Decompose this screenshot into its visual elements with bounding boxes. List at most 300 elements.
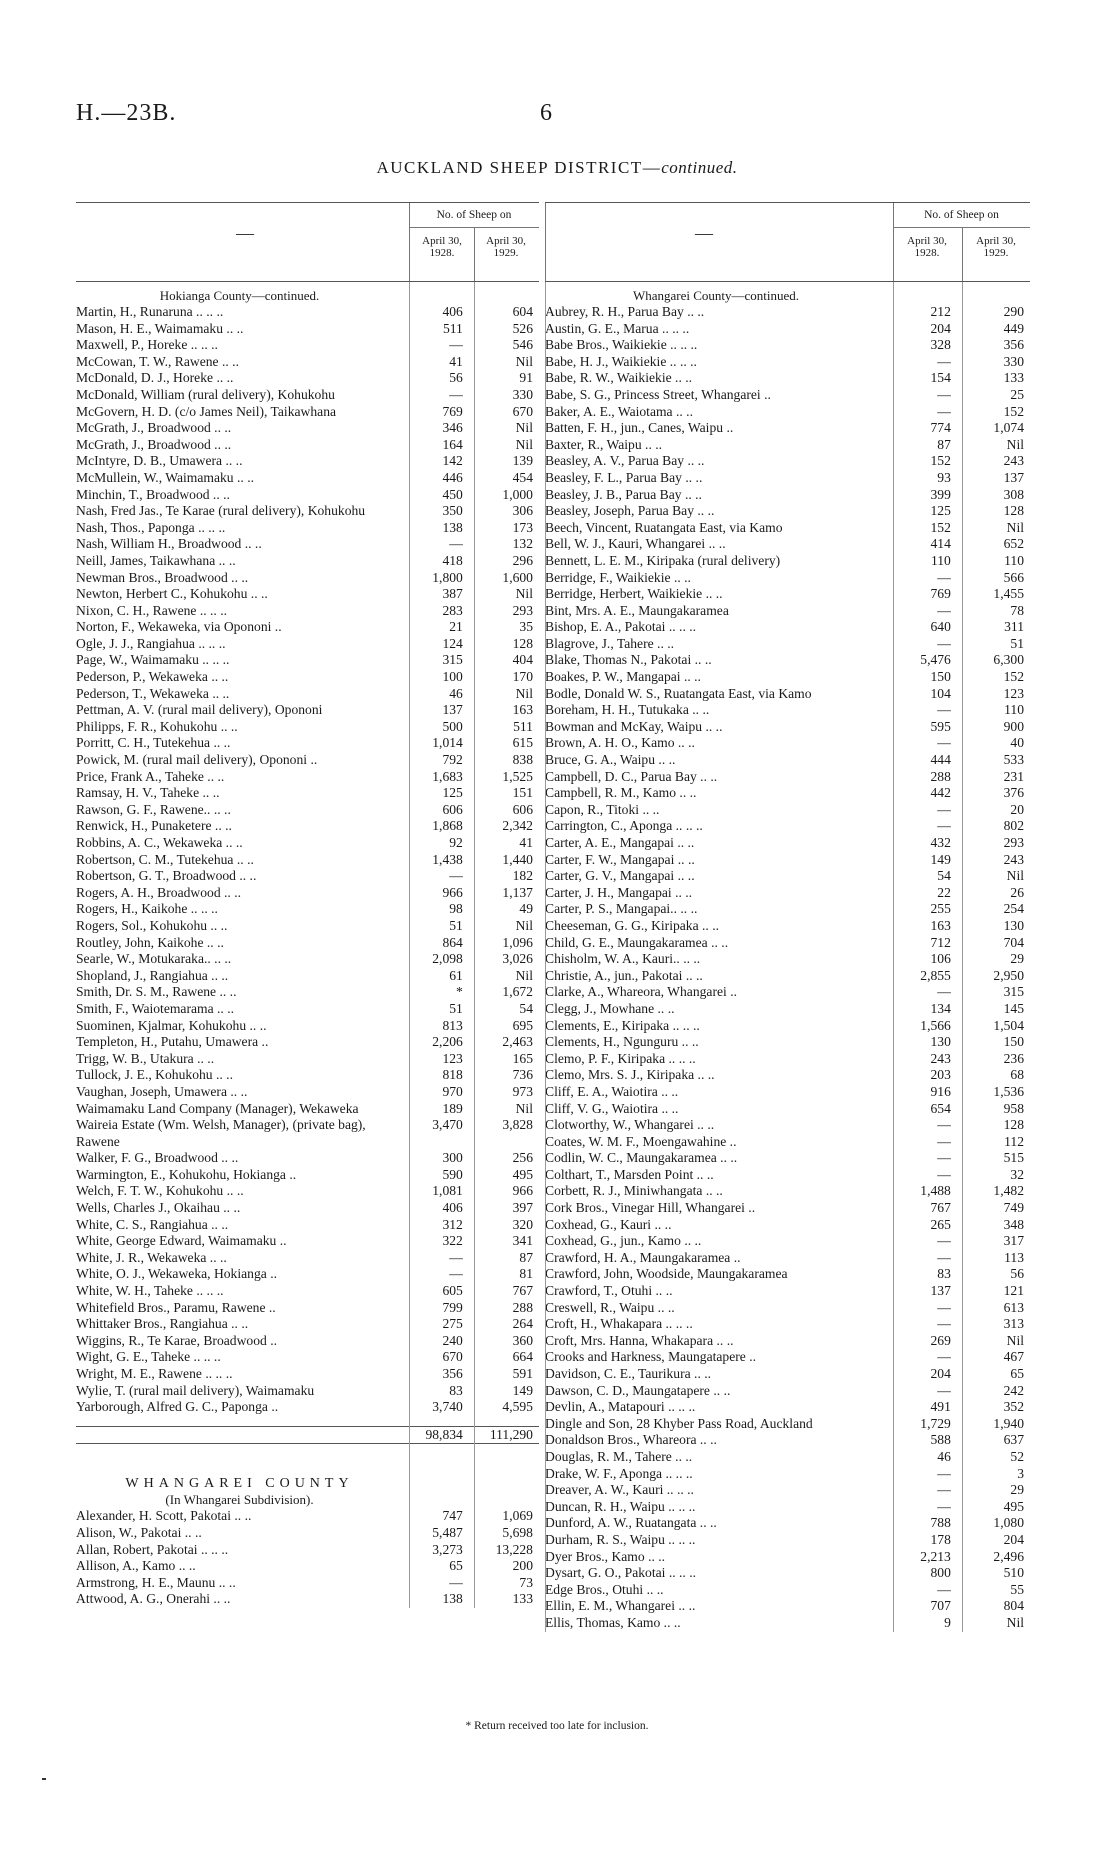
name-column-header: — bbox=[236, 223, 254, 243]
table-row bbox=[545, 370, 1030, 387]
table-row bbox=[545, 420, 1030, 437]
sheep-count-1929: 510 bbox=[1003, 1565, 1024, 1581]
table-row bbox=[545, 769, 1030, 786]
table-row bbox=[545, 1549, 1030, 1566]
sheep-count-1928: 712 bbox=[930, 934, 951, 950]
owner-name: Whittaker Bros., Rangiahua .. .. bbox=[76, 1316, 249, 1332]
table-row bbox=[76, 769, 539, 786]
sheep-count-1929: 546 bbox=[512, 337, 533, 353]
sheep-count-1929: 313 bbox=[1003, 1316, 1024, 1332]
owner-name: Corbett, R. J., Miniwhangata .. .. bbox=[545, 1183, 723, 1199]
sheep-count-1929: 49 bbox=[519, 901, 533, 917]
owner-name: Clements, H., Ngunguru .. .. bbox=[545, 1034, 699, 1050]
col-1929-header: April 30, 1929. bbox=[486, 235, 526, 259]
sheep-count-1928: — bbox=[449, 1574, 463, 1590]
left-table-header bbox=[76, 202, 539, 282]
section-heading: Whangarei County—continued. bbox=[632, 288, 800, 303]
table-row bbox=[545, 1167, 1030, 1184]
table-row bbox=[76, 536, 539, 553]
sheep-count-1928: — bbox=[937, 801, 951, 817]
sheep-count-1928: 799 bbox=[442, 1299, 463, 1315]
sheep-count-1928: 414 bbox=[930, 536, 951, 552]
table-row bbox=[76, 885, 539, 902]
total-row bbox=[76, 1426, 539, 1445]
table-row bbox=[545, 1515, 1030, 1532]
sheep-count-1929: 348 bbox=[1003, 1216, 1024, 1232]
owner-name: Blake, Thomas N., Pakotai .. .. bbox=[545, 652, 712, 668]
table-row bbox=[545, 1150, 1030, 1167]
sheep-count-group-header: No. of Sheep on bbox=[409, 209, 539, 228]
spacer bbox=[76, 1456, 539, 1470]
table-row bbox=[76, 1508, 539, 1525]
table-row bbox=[545, 1383, 1030, 1400]
sheep-count-1929: 87 bbox=[519, 1249, 533, 1265]
owner-name: Renwick, H., Punaketere .. .. bbox=[76, 818, 232, 834]
sheep-count-1928: 154 bbox=[930, 370, 951, 386]
table-row bbox=[545, 1582, 1030, 1599]
owner-name: Clemo, Mrs. S. J., Kiripaka .. .. bbox=[545, 1067, 715, 1083]
table-row bbox=[545, 885, 1030, 902]
table-row bbox=[545, 404, 1030, 421]
sheep-count-1929: 3,026 bbox=[502, 951, 533, 967]
sheep-count-1928: — bbox=[449, 386, 463, 402]
sheep-count-1928: 769 bbox=[930, 586, 951, 602]
sheep-count-1929: 615 bbox=[512, 735, 533, 751]
table-row bbox=[545, 968, 1030, 985]
sheep-count-1928: 51 bbox=[449, 1000, 463, 1016]
table-row bbox=[76, 1167, 539, 1184]
sheep-count-1928: 65 bbox=[449, 1558, 463, 1574]
table-row bbox=[545, 1117, 1030, 1134]
owner-name: McDonald, William (rural delivery), Kohukohu bbox=[76, 386, 335, 402]
owner-name: Clotworthy, W., Whangarei .. .. bbox=[545, 1117, 715, 1133]
sheep-count-1928: 399 bbox=[930, 486, 951, 502]
table-row bbox=[545, 470, 1030, 487]
sheep-count-1929: 511 bbox=[513, 718, 533, 734]
table-row bbox=[545, 1466, 1030, 1483]
owner-name: Searle, W., Motukaraka.. .. .. bbox=[76, 951, 232, 967]
sheep-count-1929: 397 bbox=[512, 1200, 533, 1216]
sheep-count-1928: 110 bbox=[930, 552, 951, 568]
sheep-count-1928: 606 bbox=[442, 801, 463, 817]
table-row bbox=[76, 437, 539, 454]
sheep-count-1928: 450 bbox=[442, 486, 463, 502]
report-code: H.—23B. bbox=[76, 100, 177, 126]
owner-name: Devlin, A., Matapouri .. .. .. bbox=[545, 1399, 696, 1415]
sheep-count-1928: 61 bbox=[449, 967, 463, 983]
owner-name: Neill, James, Taikawhana .. .. bbox=[76, 552, 236, 568]
sheep-count-1928: 41 bbox=[449, 353, 463, 369]
owner-name: Waireia Estate (Wm. Welsh, Manager), (private bag), Rawene bbox=[76, 1117, 366, 1149]
sheep-count-1928: 164 bbox=[442, 436, 463, 452]
table-row bbox=[545, 935, 1030, 952]
table-row bbox=[545, 619, 1030, 636]
sheep-count-1928: 1,488 bbox=[920, 1183, 951, 1199]
sheep-count-1928: 446 bbox=[442, 469, 463, 485]
owner-name: Porritt, C. H., Tutekehua .. .. bbox=[76, 735, 231, 751]
sheep-count-1928: 315 bbox=[442, 652, 463, 668]
owner-name: Robbins, A. C., Wekaweka .. .. bbox=[76, 835, 243, 850]
owner-name: Suominen, Kjalmar, Kohukohu .. .. bbox=[76, 1017, 267, 1033]
table-row bbox=[545, 1018, 1030, 1035]
sheep-count-1928: 288 bbox=[930, 768, 951, 784]
owner-name: Nash, Thos., Paponga .. .. .. bbox=[76, 519, 226, 535]
table-row bbox=[76, 553, 539, 570]
owner-name: Babe Bros., Waikiekie .. .. .. bbox=[545, 337, 698, 353]
sheep-count-1929: 149 bbox=[512, 1382, 533, 1398]
sheep-count-1928: 212 bbox=[930, 304, 951, 319]
sheep-count-1929: 242 bbox=[1003, 1382, 1024, 1398]
table-row bbox=[76, 321, 539, 338]
table-row bbox=[545, 1001, 1030, 1018]
sheep-count-1928: 275 bbox=[442, 1316, 463, 1332]
sheep-count-1928: 138 bbox=[442, 519, 463, 535]
sheep-count-1928: 1,014 bbox=[432, 735, 463, 751]
sheep-count-1928: — bbox=[937, 1316, 951, 1332]
sheep-count-1929: 128 bbox=[1003, 503, 1024, 519]
sheep-count-1928: 1,081 bbox=[432, 1183, 463, 1199]
table-row bbox=[545, 1084, 1030, 1101]
sheep-count-1928: — bbox=[937, 1299, 951, 1315]
owner-name: Armstrong, H. E., Maunu .. .. bbox=[76, 1574, 236, 1590]
owner-name: Dingle and Son, 28 Khyber Pass Road, Auckland bbox=[545, 1415, 813, 1431]
column-divider bbox=[962, 282, 963, 1632]
sheep-count-1928: 1,729 bbox=[920, 1415, 951, 1431]
owner-name: Duncan, R. H., Waipu .. .. .. bbox=[545, 1498, 696, 1514]
table-row bbox=[545, 669, 1030, 686]
owner-name: McDonald, D. J., Horeke .. .. bbox=[76, 370, 234, 386]
sheep-count-1928: 92 bbox=[449, 835, 463, 850]
sheep-count-1928: 149 bbox=[930, 851, 951, 867]
owner-name: Beasley, Joseph, Parua Bay .. .. bbox=[545, 503, 715, 519]
owner-name: Crawford, T., Otuhi .. .. bbox=[545, 1283, 673, 1299]
sheep-count-1929: 1,482 bbox=[993, 1183, 1024, 1199]
sheep-count-1929: 150 bbox=[1003, 1034, 1024, 1050]
table-row bbox=[545, 1532, 1030, 1549]
sheep-count-1929: 670 bbox=[512, 403, 533, 419]
owner-name: Allison, A., Kamo .. .. bbox=[76, 1558, 196, 1574]
table-row bbox=[76, 1018, 539, 1035]
owner-name: McGrath, J., Broadwood .. .. bbox=[76, 436, 232, 452]
table-row bbox=[76, 1200, 539, 1217]
sheep-count-1928: 123 bbox=[442, 1050, 463, 1066]
table-row bbox=[545, 984, 1030, 1001]
owner-name: Beech, Vincent, Ruatangata East, via Kamo bbox=[545, 519, 783, 535]
table-row bbox=[76, 487, 539, 504]
table-row bbox=[545, 868, 1030, 885]
table-row bbox=[76, 1067, 539, 1084]
owner-name: Cork Bros., Vinegar Hill, Whangarei .. bbox=[545, 1200, 756, 1216]
table-row bbox=[76, 1542, 539, 1559]
owner-name: Clarke, A., Whareora, Whangarei .. bbox=[545, 984, 737, 1000]
table-row bbox=[76, 586, 539, 603]
owner-name: Dreaver, A. W., Kauri .. .. .. bbox=[545, 1482, 694, 1498]
sheep-count-1928: — bbox=[449, 1266, 463, 1282]
table-row bbox=[545, 1316, 1030, 1333]
owner-name: Clegg, J., Mowhane .. .. bbox=[545, 1000, 675, 1016]
sheep-count-1929: 137 bbox=[1003, 469, 1024, 485]
owner-name: Carter, F. W., Mangapai .. .. bbox=[545, 851, 695, 867]
owner-name: Wright, M. E., Rawene .. .. .. bbox=[76, 1366, 233, 1381]
table-row bbox=[76, 1084, 539, 1101]
owner-name: Newton, Herbert C., Kohukohu .. .. bbox=[76, 586, 268, 602]
table-row bbox=[545, 570, 1030, 587]
sheep-count-1928: 792 bbox=[442, 752, 463, 768]
sheep-count-1929: 613 bbox=[1003, 1299, 1024, 1315]
sheep-count-1929: 308 bbox=[1003, 486, 1024, 502]
sheep-count-1929: 767 bbox=[512, 1283, 533, 1299]
table-row bbox=[545, 852, 1030, 869]
owner-name: Powick, M. (rural mail delivery), Opononi .. bbox=[76, 752, 318, 768]
sheep-count-1928: 134 bbox=[930, 1000, 951, 1016]
sheep-count-1928: 322 bbox=[442, 1233, 463, 1249]
owner-name: McIntyre, D. B., Umawera .. .. bbox=[76, 453, 243, 469]
owner-name: Mason, H. E., Waimamaku .. .. bbox=[76, 320, 244, 336]
sheep-count-1928: — bbox=[937, 1117, 951, 1133]
table-row bbox=[76, 686, 539, 703]
sheep-count-1929: 264 bbox=[512, 1316, 533, 1332]
owner-name: Bowman and McKay, Waipu .. .. bbox=[545, 718, 723, 734]
owner-name: Wells, Charles J., Okaihau .. .. bbox=[76, 1200, 241, 1216]
owner-name: Crawford, John, Woodside, Maungakaramea bbox=[545, 1266, 788, 1282]
owner-name: Berridge, Herbert, Waikiekie .. .. bbox=[545, 586, 723, 602]
owner-name: Smith, F., Waiotemarama .. .. bbox=[76, 1000, 235, 1016]
sheep-count-1929: 170 bbox=[512, 669, 533, 685]
sheep-count-1929: 637 bbox=[1003, 1432, 1024, 1448]
sheep-count-1928: 125 bbox=[442, 785, 463, 801]
owner-name: McCowan, T. W., Rawene .. .. bbox=[76, 353, 239, 369]
owner-name: Beasley, J. B., Parua Bay .. .. bbox=[545, 486, 702, 502]
sheep-count-1929: 467 bbox=[1003, 1349, 1024, 1365]
owner-name: Douglas, R. M., Tahere .. .. bbox=[545, 1448, 693, 1464]
owner-name: Carter, A. E., Mangapai .. .. bbox=[545, 835, 695, 850]
page-number: 6 bbox=[540, 100, 552, 126]
sheep-count-1929: 151 bbox=[512, 785, 533, 801]
sheep-count-1929: 1,000 bbox=[502, 486, 533, 502]
owner-name: Carter, J. H., Mangapai .. .. bbox=[545, 884, 693, 900]
sheep-count-1928: 130 bbox=[930, 1034, 951, 1050]
sheep-count-1929: 376 bbox=[1003, 785, 1024, 801]
table-row bbox=[76, 354, 539, 371]
sheep-count-1929: 111,290 bbox=[489, 1426, 533, 1442]
table-row bbox=[545, 387, 1030, 404]
owner-name: Nash, Fred Jas., Te Karae (rural delivery), Kohukohu bbox=[76, 503, 366, 519]
sheep-count-1928: 1,683 bbox=[432, 768, 463, 784]
table-row bbox=[545, 951, 1030, 968]
sheep-count-1929: 293 bbox=[1003, 835, 1024, 850]
sheep-count-1929: 804 bbox=[1003, 1598, 1024, 1614]
sheep-count-1929: 4,595 bbox=[502, 1399, 533, 1415]
sheep-count-1929: 495 bbox=[512, 1166, 533, 1182]
table-row bbox=[545, 785, 1030, 802]
sheep-count-1929: 110 bbox=[1004, 702, 1024, 718]
table-row bbox=[76, 968, 539, 985]
owner-name: White, George Edward, Waimamaku .. bbox=[76, 1233, 287, 1249]
table-row bbox=[545, 1134, 1030, 1151]
column-divider bbox=[474, 227, 475, 281]
table-row bbox=[76, 503, 539, 520]
owner-name: Shopland, J., Rangiahua .. .. bbox=[76, 967, 229, 983]
table-row bbox=[545, 1233, 1030, 1250]
owner-name: Bruce, G. A., Waipu .. .. bbox=[545, 752, 676, 768]
sheep-count-1928: — bbox=[937, 1166, 951, 1182]
table-row bbox=[76, 918, 539, 935]
owner-name: Warmington, E., Kohukohu, Hokianga .. bbox=[76, 1166, 297, 1182]
owner-name: Coxhead, G., Kauri .. .. bbox=[545, 1216, 672, 1232]
sheep-count-1929: 73 bbox=[519, 1574, 533, 1590]
sheep-count-1928: — bbox=[449, 1249, 463, 1265]
owner-name: Edge Bros., Otuhi .. .. bbox=[545, 1581, 664, 1597]
sheep-count-1928: — bbox=[937, 403, 951, 419]
sheep-count-1929: 1,672 bbox=[502, 984, 533, 1000]
sheep-count-1928: 387 bbox=[442, 586, 463, 602]
sheep-count-1929: 231 bbox=[1003, 768, 1024, 784]
table-row bbox=[76, 802, 539, 819]
sheep-count-1929: 152 bbox=[1003, 403, 1024, 419]
owner-name: Newman Bros., Broadwood .. .. bbox=[76, 569, 249, 585]
sheep-count-1928: 240 bbox=[442, 1332, 463, 1348]
sheep-count-1928: 137 bbox=[442, 702, 463, 718]
sheep-count-1929: Nil bbox=[515, 420, 533, 436]
sheep-count-1928: 3,470 bbox=[432, 1117, 463, 1133]
sheep-count-1929: 25 bbox=[1010, 386, 1024, 402]
sheep-count-1929: 958 bbox=[1003, 1100, 1024, 1116]
sheep-count-1928: — bbox=[937, 1581, 951, 1597]
sheep-count-1928: 3,273 bbox=[432, 1541, 463, 1557]
owner-name: Chisholm, W. A., Kauri.. .. .. bbox=[545, 951, 701, 967]
sheep-count-1928: 137 bbox=[930, 1283, 951, 1299]
owner-name: Beasley, A. V., Parua Bay .. .. bbox=[545, 453, 705, 469]
sheep-count-1928: — bbox=[937, 702, 951, 718]
owner-name: Ellin, E. M., Whangarei .. .. bbox=[545, 1598, 696, 1614]
sheep-count-1929: 41 bbox=[519, 835, 533, 850]
sheep-count-1928: — bbox=[937, 1349, 951, 1365]
owner-name: Capon, R., Titoki .. .. bbox=[545, 801, 660, 817]
sheep-count-1928: 813 bbox=[442, 1017, 463, 1033]
sheep-count-1929: 40 bbox=[1010, 735, 1024, 751]
sheep-count-1928: 100 bbox=[442, 669, 463, 685]
sheep-count-1928: 1,868 bbox=[432, 818, 463, 834]
column-divider bbox=[474, 282, 475, 1608]
sheep-count-1928: 788 bbox=[930, 1515, 951, 1531]
owner-name: Pettman, A. V. (rural mail delivery), Opononi bbox=[76, 702, 323, 718]
sheep-count-1928: * bbox=[456, 984, 463, 1000]
table-row bbox=[76, 835, 539, 852]
sheep-count-1929: 2,496 bbox=[993, 1548, 1024, 1564]
sheep-count-1928: 707 bbox=[930, 1598, 951, 1614]
sheep-count-1928: — bbox=[449, 337, 463, 353]
sheep-count-1928: 1,566 bbox=[920, 1017, 951, 1033]
sheep-count-1928: 9 bbox=[944, 1614, 951, 1630]
owner-name: Donaldson Bros., Whareora .. .. bbox=[545, 1432, 717, 1448]
sheep-count-1928: 511 bbox=[442, 320, 463, 336]
sheep-count-1928: 255 bbox=[930, 901, 951, 917]
owner-name: Rogers, Sol., Kohukohu .. .. bbox=[76, 917, 228, 933]
sheep-count-1928: 83 bbox=[937, 1266, 951, 1282]
sheep-count-1928: 5,487 bbox=[432, 1524, 463, 1540]
sheep-count-1928: 93 bbox=[937, 469, 951, 485]
column-divider bbox=[545, 282, 546, 1632]
owner-name: Rogers, A. H., Broadwood .. .. bbox=[76, 884, 242, 900]
sheep-count-1929: 293 bbox=[512, 602, 533, 618]
owner-name: Campbell, R. M., Kamo .. .. bbox=[545, 785, 697, 801]
owner-name: Baxter, R., Waipu .. .. bbox=[545, 436, 663, 452]
owner-name: Bint, Mrs. A. E., Maungakaramea bbox=[545, 602, 729, 618]
sheep-count-1928: 590 bbox=[442, 1166, 463, 1182]
sheep-count-1928: 150 bbox=[930, 669, 951, 685]
table-row bbox=[545, 918, 1030, 935]
sheep-count-1929: 113 bbox=[1004, 1249, 1024, 1265]
section-heading: WHANGAREI COUNTY bbox=[125, 1476, 354, 1492]
table-row bbox=[76, 1217, 539, 1234]
owner-name: Robertson, C. M., Tutekehua .. .. bbox=[76, 851, 254, 867]
sheep-count-1929: 20 bbox=[1010, 801, 1024, 817]
table-row bbox=[76, 636, 539, 653]
sheep-count-1928: — bbox=[449, 536, 463, 552]
owner-name: Codlin, W. C., Maungakaramea .. .. bbox=[545, 1150, 738, 1166]
sheep-count-1928: 491 bbox=[930, 1399, 951, 1415]
sheep-count-1929: 2,342 bbox=[502, 818, 533, 834]
table-row bbox=[545, 1183, 1030, 1200]
owner-name: Dysart, G. O., Pakotai .. .. .. bbox=[545, 1565, 697, 1581]
owner-name: Croft, H., Whakapara .. .. .. bbox=[545, 1316, 693, 1332]
owner-name: Boakes, P. W., Mangapai .. .. bbox=[545, 669, 701, 685]
owner-name: Clemo, P. F., Kiripaka .. .. .. bbox=[545, 1050, 696, 1066]
sheep-count-1928: 269 bbox=[930, 1332, 951, 1348]
owner-name: Nash, William H., Broadwood .. .. bbox=[76, 536, 262, 552]
sheep-count-1929: 243 bbox=[1003, 453, 1024, 469]
sheep-count-1928: — bbox=[449, 868, 463, 884]
table-row bbox=[545, 1615, 1030, 1632]
sheep-count-1928: 265 bbox=[930, 1216, 951, 1232]
owner-name: White, J. R., Wekaweka .. .. bbox=[76, 1249, 227, 1265]
owner-name: Alison, W., Pakotai .. .. bbox=[76, 1524, 202, 1540]
owner-name: Clements, E., Kiripaka .. .. .. bbox=[545, 1017, 700, 1033]
sheep-count-1928: — bbox=[937, 1465, 951, 1481]
right-table-body bbox=[545, 282, 1030, 1632]
sheep-count-1928: 152 bbox=[930, 519, 951, 535]
table-row bbox=[545, 818, 1030, 835]
table-row bbox=[545, 1200, 1030, 1217]
sheep-count-1928: 204 bbox=[930, 1366, 951, 1381]
table-row bbox=[76, 1300, 539, 1317]
sheep-count-1929: 449 bbox=[1003, 320, 1024, 336]
owner-name: Welch, F. T. W., Kohukohu .. .. bbox=[76, 1183, 244, 1199]
owner-name: White, O. J., Wekaweka, Hokianga .. bbox=[76, 1266, 277, 1282]
owner-name: Dunford, A. W., Ruatangata .. .. bbox=[545, 1515, 717, 1531]
sheep-count-1928: 966 bbox=[442, 884, 463, 900]
owner-name: Babe, S. G., Princess Street, Whangarei .. bbox=[545, 386, 771, 402]
sheep-count-1929: 163 bbox=[512, 702, 533, 718]
owner-name: Dawson, C. D., Maungatapere .. .. bbox=[545, 1382, 731, 1398]
sheep-count-1929: 165 bbox=[512, 1050, 533, 1066]
table-row bbox=[76, 1001, 539, 1018]
table-row bbox=[545, 1034, 1030, 1051]
sheep-count-1928: — bbox=[937, 818, 951, 834]
scan-mark bbox=[42, 1778, 46, 1780]
sheep-count-1929: 1,504 bbox=[993, 1017, 1024, 1033]
owner-name: Davidson, C. E., Taurikura .. .. bbox=[545, 1366, 712, 1381]
sheep-count-1929: 566 bbox=[1003, 569, 1024, 585]
sheep-count-1929: 966 bbox=[512, 1183, 533, 1199]
owner-name: Carter, P. S., Mangapai.. .. .. bbox=[545, 901, 698, 917]
owner-name: Babe, H. J., Waikiekie .. .. .. bbox=[545, 353, 697, 369]
sheep-count-1928: 142 bbox=[442, 453, 463, 469]
owner-name: Allan, Robert, Pakotai .. .. .. bbox=[76, 1541, 229, 1557]
sheep-count-1928: 98,834 bbox=[425, 1426, 463, 1442]
sheep-count-1929: 256 bbox=[512, 1150, 533, 1166]
sheep-count-1928: 595 bbox=[930, 718, 951, 734]
